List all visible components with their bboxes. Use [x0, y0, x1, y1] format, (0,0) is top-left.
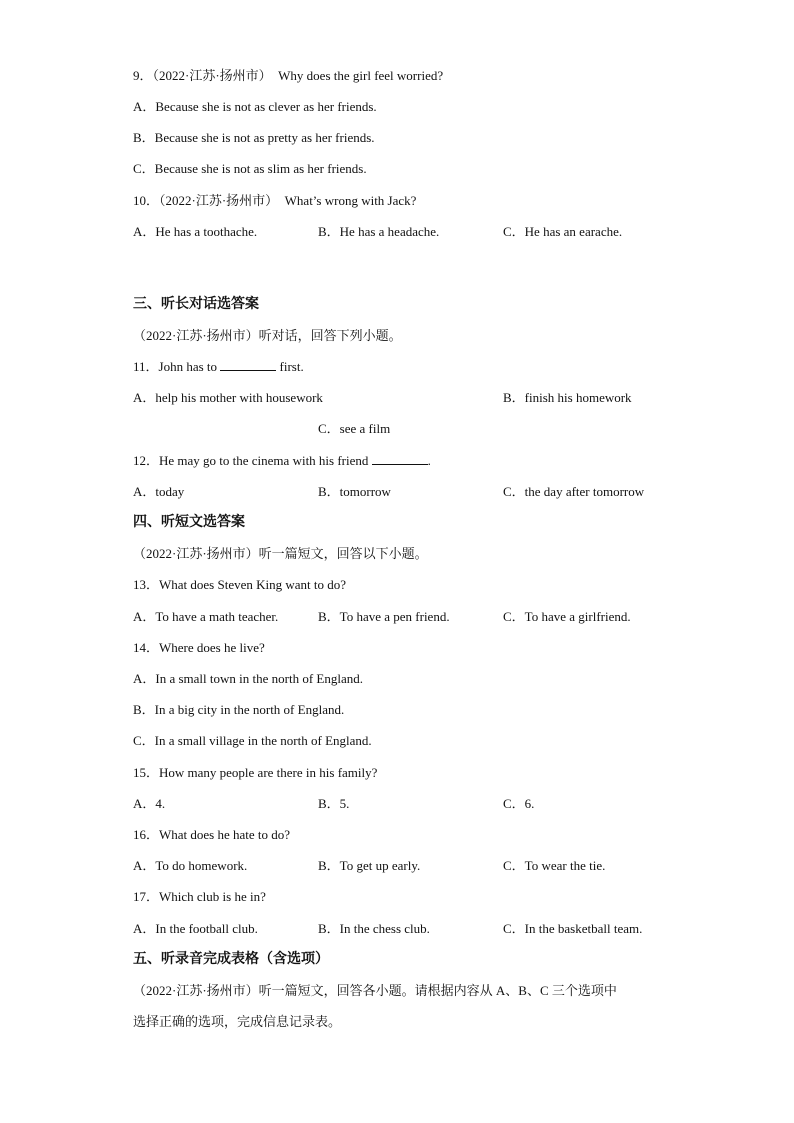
question-12-stem	[133, 453, 431, 469]
question-10-stem: 10．（2022·江苏·扬州市） What’s wrong with Jack?	[133, 193, 417, 208]
answer-blank	[220, 359, 276, 371]
question-14-option-c: C．In a small village in the north of England.	[133, 733, 372, 748]
section-5-heading: 五、听录音完成表格（含选项）	[133, 952, 329, 967]
question-17-option-a: A．In the football club.	[133, 921, 258, 936]
question-16-option-c: C．To wear the tie.	[503, 858, 606, 873]
question-17-stem: 17．Which club is he in?	[133, 889, 266, 904]
question-15-option-a: A．4.	[133, 796, 166, 811]
question-17-option-c: C．In the basketball team.	[503, 921, 643, 936]
question-10-option-b: B．He has a headache.	[318, 224, 440, 239]
question-11-option-a: A．help his mother with housework	[133, 390, 323, 405]
question-10-option-c: C．He has an earache.	[503, 224, 623, 239]
question-12-option-c: C．the day after tomorrow	[503, 484, 645, 499]
question-13-option-b: B．To have a pen friend.	[318, 609, 450, 624]
section-5-intro-line-2: 选择正确的选项，完成信息记录表。	[133, 1014, 342, 1029]
question-15-option-b: B．5.	[318, 796, 350, 811]
question-9-stem: 9．（2022·江苏·扬州市） Why does the girl feel worried?	[133, 68, 444, 83]
question-16-option-a: A．To do homework.	[133, 858, 248, 873]
answer-blank	[372, 453, 428, 465]
section-3-intro: （2022·江苏·扬州市）听对话，回答下列小题。	[133, 328, 402, 343]
question-12-stem-end: .	[427, 453, 431, 468]
question-13-option-c: C．To have a girlfriend.	[503, 609, 631, 624]
question-17-option-b: B．In the chess club.	[318, 921, 430, 936]
question-14-stem: 14．Where does he live?	[133, 640, 265, 655]
question-11-stem-start: 11．John has to	[133, 359, 221, 374]
question-10-option-a: A．He has a toothache.	[133, 224, 258, 239]
section-3-heading: 三、听长对话选答案	[133, 297, 259, 312]
question-16-option-b: B．To get up early.	[318, 858, 421, 873]
question-13-stem: 13．What does Steven King want to do?	[133, 577, 347, 592]
question-11-stem-end: first.	[276, 359, 304, 374]
question-11-option-c: C．see a film	[318, 421, 391, 436]
question-12-stem-start: 12．He may go to the cinema with his friend	[133, 453, 372, 468]
question-9-option-a: A．Because she is not as clever as her friends.	[133, 99, 377, 114]
question-11-option-b: B．finish his homework	[503, 390, 632, 405]
section-4-intro: （2022·江苏·扬州市）听一篇短文，回答以下小题。	[133, 546, 428, 561]
question-11-stem	[133, 359, 304, 375]
section-4-heading: 四、听短文选答案	[133, 515, 245, 530]
question-15-option-c: C．6.	[503, 796, 535, 811]
section-5-intro-line-1: （2022·江苏·扬州市）听一篇短文，回答各小题。请根据内容从 A、B、C 三个选项中	[133, 983, 617, 998]
question-14-option-b: B．In a big city in the north of England.	[133, 702, 345, 717]
question-9-option-b: B．Because she is not as pretty as her friends.	[133, 130, 375, 145]
question-13-option-a: A．To have a math teacher.	[133, 609, 279, 624]
question-12-option-a: A．today	[133, 484, 185, 499]
question-9-option-c: C．Because she is not as slim as her friends.	[133, 161, 367, 176]
question-15-stem: 15．How many people are there in his family?	[133, 765, 378, 780]
question-16-stem: 16．What does he hate to do?	[133, 827, 291, 842]
question-12-option-b: B．tomorrow	[318, 484, 391, 499]
question-14-option-a: A．In a small town in the north of England.	[133, 671, 363, 686]
